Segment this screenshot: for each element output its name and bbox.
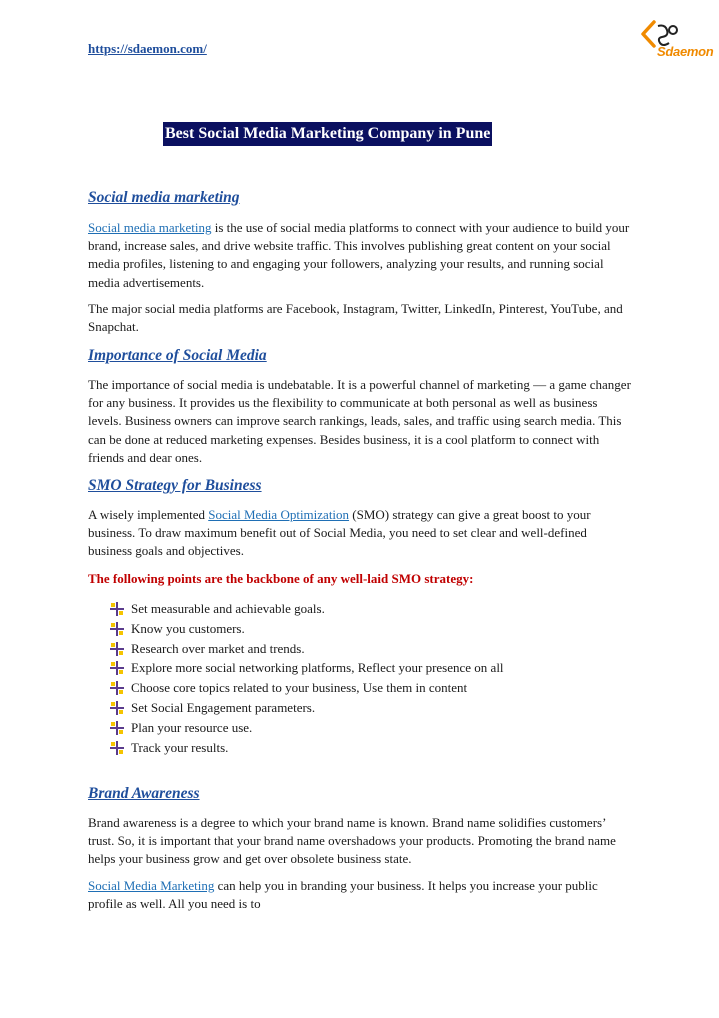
- smm-paragraph-1: [88, 219, 633, 292]
- sdaemon-logo: [640, 18, 718, 66]
- list-item: Set Social Engagement parameters.: [110, 698, 504, 718]
- bullet-icon: [110, 701, 124, 715]
- bullet-icon: [110, 661, 124, 675]
- smo-link[interactable]: Social Media Optimization: [208, 507, 350, 522]
- smm-paragraph-2: The major social media platforms are Facebook, Instagram, Twitter, LinkedIn, Pinterest, YouTube, and Snapchat.: [88, 301, 623, 335]
- bullet-icon: [110, 622, 124, 636]
- heading-smo-strategy: SMO Strategy for Business: [88, 477, 262, 494]
- page-title: Best Social Media Marketing Company in Pune: [163, 122, 492, 146]
- smo-points-note: The following points are the backbone of any well-laid SMO strategy:: [88, 571, 474, 586]
- smo-paragraph-text: (SMO) strategy can give a great boost to your business. To draw maximum benefit out of Social Media, you need to set clear and well-defined business goals and objectives.: [88, 507, 591, 559]
- brand-paragraph-2-text: can help you in branding your business. It helps you increase your public profile as well. All you need is to: [88, 878, 598, 912]
- list-item: Choose core topics related to your business, Use them in content: [110, 678, 504, 698]
- smm-paragraph-1-text: is the use of social media platforms to connect with your audience to build your brand, increase sales, and drive website traffic. This involves publishing great content on your social media profiles, listening to and engaging your followers, analyzing your results, and running social media advertisements.: [88, 220, 630, 290]
- bullet-icon: [110, 741, 124, 755]
- list-item: Set measurable and achievable goals.: [110, 599, 504, 619]
- list-item: Research over market and trends.: [110, 639, 504, 659]
- brand-smm-link[interactable]: Social Media Marketing: [88, 878, 215, 893]
- smo-bullet-list: [110, 599, 504, 757]
- list-item: Track your results.: [110, 738, 504, 758]
- bullet-icon: [110, 721, 124, 735]
- smm-link[interactable]: Social media marketing: [88, 220, 212, 235]
- smo-paragraph-pre: A wisely implemented: [88, 507, 209, 522]
- bullet-icon: [110, 602, 124, 616]
- heading-social-media-marketing: Social media marketing: [88, 189, 240, 206]
- list-item: Explore more social networking platforms, Reflect your presence on all: [110, 658, 504, 678]
- site-url-link[interactable]: https://sdaemon.com/: [88, 41, 207, 56]
- list-item: Know you customers.: [110, 619, 504, 639]
- brand-paragraph-1: Brand awareness is a degree to which your brand name is known. Brand name solidifies customers’ trust. So, it is important that your brand name overshadows your products. Promoting the brand name helps your business grow and get over obsolete business state.: [88, 815, 616, 867]
- bullet-icon: [110, 642, 124, 656]
- bullet-icon: [110, 681, 124, 695]
- heading-brand-awareness: Brand Awareness: [88, 785, 200, 802]
- list-item: Plan your resource use.: [110, 718, 504, 738]
- importance-paragraph: The importance of social media is undebatable. It is a powerful channel of marketing — a game changer for any business. It provides us the flexibility to communicate at both personal as well as business levels. Business owners can improve search rankings, leads, sales, and traffic using search media. This can be done at reduced marketing expenses. Besides business, it is a cool platform to connect with friends and dear ones.: [88, 377, 631, 465]
- smo-paragraph: [88, 506, 633, 561]
- heading-importance: Importance of Social Media: [88, 347, 267, 364]
- brand-paragraph-2: [88, 877, 633, 913]
- logo-text: Sdaemon: [657, 44, 714, 59]
